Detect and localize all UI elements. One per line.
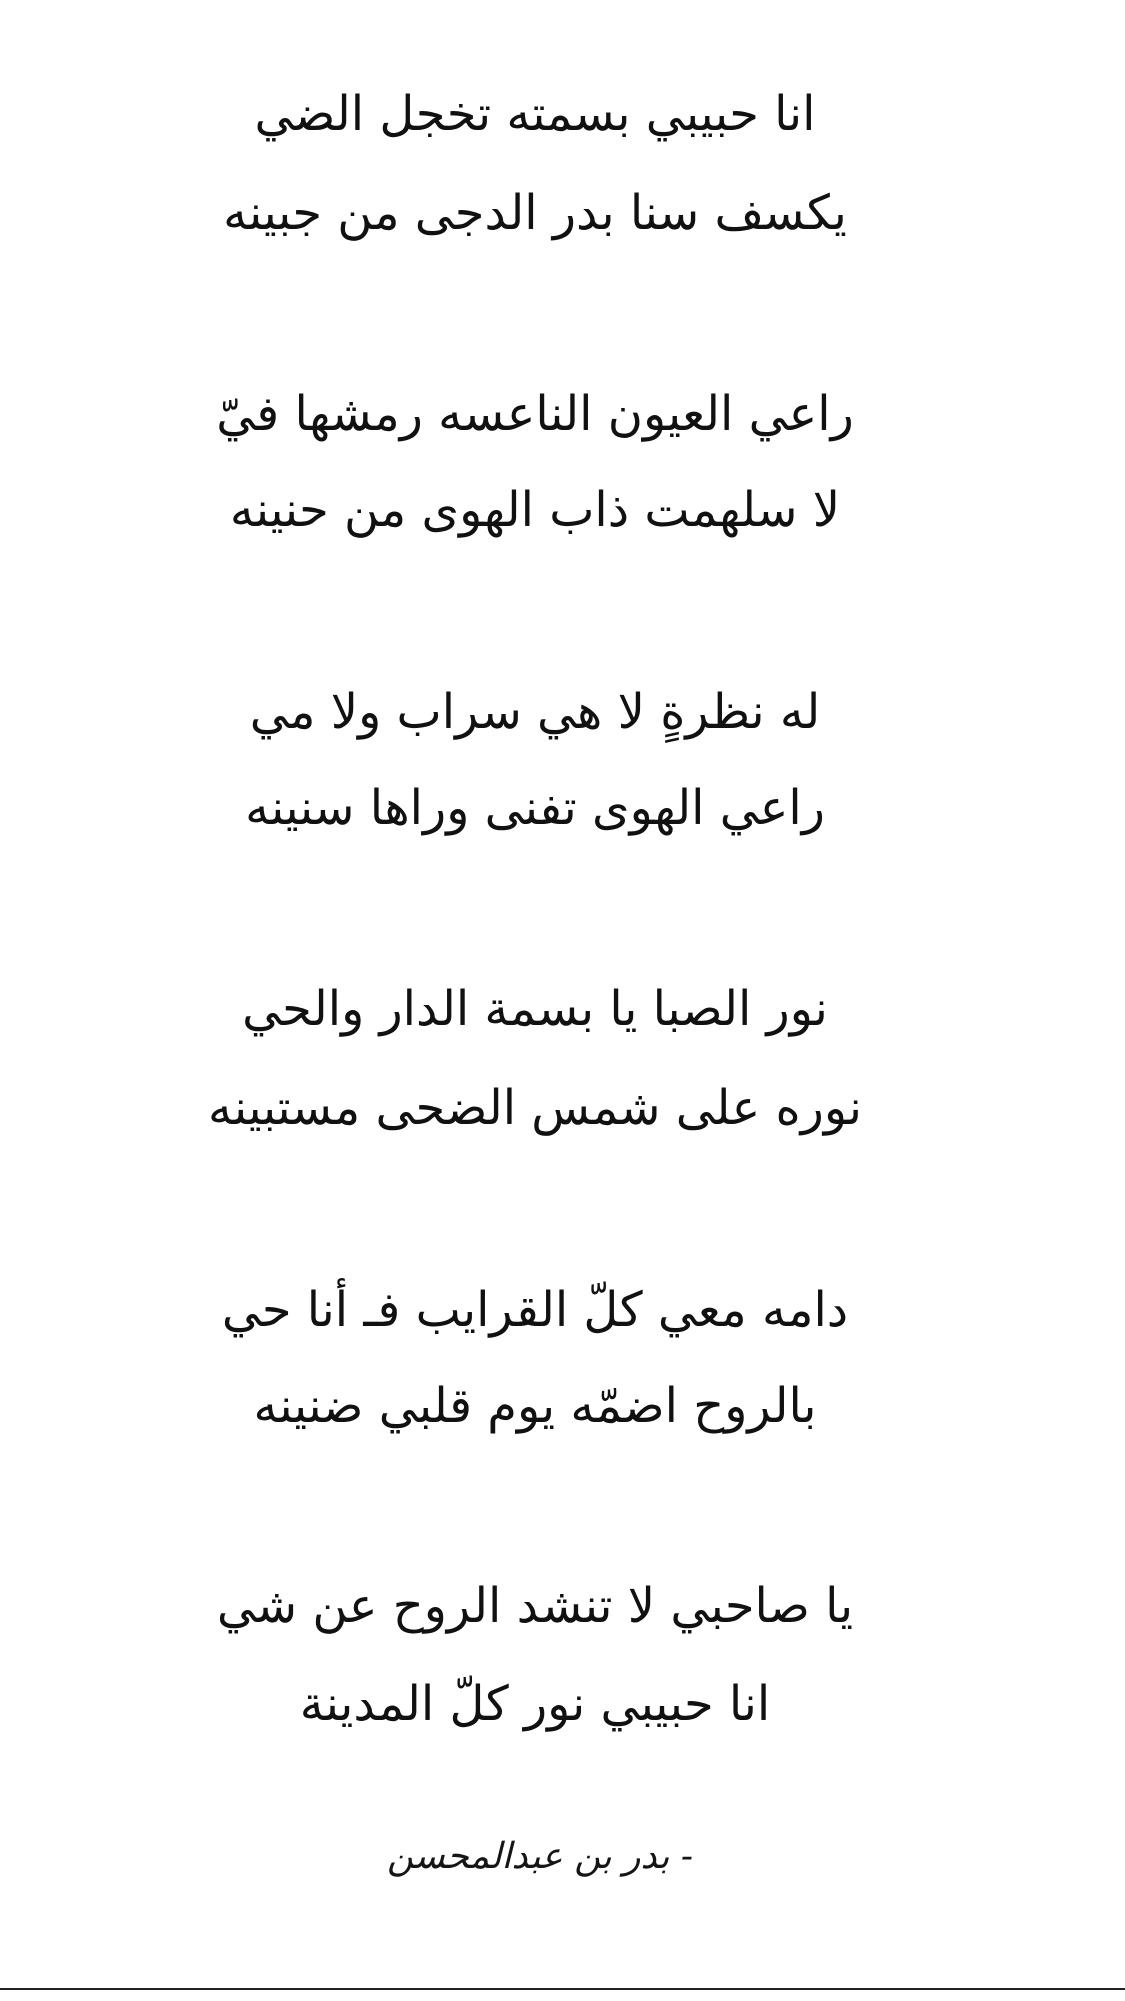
verse-5-line-2: بالروح اضمّه يوم قلبي ضنينه [253,1378,817,1434]
verse-1-line-2: يكسف سنا بدر الدجى من جبينه [223,185,847,241]
verse-2-line-1: راعي العيون الناعسه رمشها فيّ [216,386,854,442]
verse-3-line-1: له نظرةٍ لا هي سراب ولا مي [249,684,821,740]
verse-6-line-2: انا حبيبي نور كلّ المدينة [299,1676,771,1732]
bottom-divider [0,1988,1125,1990]
verse-4-line-1: نور الصبا يا بسمة الدار والحي [242,981,828,1037]
verse-4-line-2: نوره على شمس الضحى مستبينه [208,1080,862,1136]
verse-2-line-2: لا سلهمت ذاب الهوى من حنينه [229,482,841,538]
verse-1-line-1: انا حبيبي بسمته تخجل الضي [254,86,816,142]
verse-5-line-1: دامه معي كلّ القرايب فـ أنا حي [221,1282,849,1338]
poet-signature: - بدر بن عبدالمحسن [387,1836,693,1877]
verse-6-line-1: يا صاحبي لا تنشد الروح عن شي [216,1578,854,1634]
verse-3-line-2: راعي الهوى تفنى وراها سنينه [245,780,825,836]
